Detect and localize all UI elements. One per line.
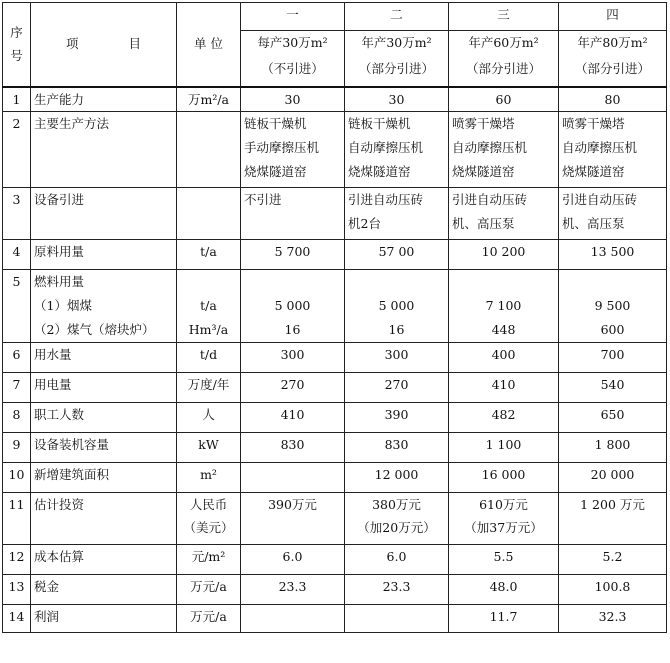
table-row [3, 270, 667, 342]
table-row [3, 112, 667, 188]
row-value: 1 100 [449, 432, 559, 462]
row-no: 7 [3, 372, 31, 402]
row-value: 540 [559, 372, 667, 402]
row-unit [177, 112, 241, 188]
row-no: 5 [3, 270, 31, 342]
row-value: 410 [241, 402, 345, 432]
row-item: 设备装机容量 [31, 432, 177, 462]
header-group-4: 四 [559, 3, 667, 31]
row-value: 650 [559, 402, 667, 432]
row-unit: t/a [177, 240, 241, 270]
row-unit: 万元/a [177, 574, 241, 604]
row-value: 13 500 [559, 240, 667, 270]
row-item: 燃料用量 （1）烟煤 （2）煤气（熔块炉） [31, 270, 177, 342]
row-value [241, 462, 345, 492]
table-row [3, 402, 667, 432]
row-no: 13 [3, 574, 31, 604]
row-no: 11 [3, 492, 31, 544]
row-item: 职工人数 [31, 402, 177, 432]
header-unit: 单 位 [177, 3, 241, 87]
row-value: 482 [449, 402, 559, 432]
row-value: 5 000 16 [241, 270, 345, 342]
header-import-2: （部分引进） [345, 57, 449, 87]
row-value: 链板干燥机 手动摩擦压机 烧煤隧道窑 [241, 112, 345, 188]
header-import-4: （部分引进） [559, 57, 667, 87]
row-value: 700 [559, 342, 667, 372]
header-capacity-2: 年产30万m² [345, 31, 449, 57]
row-value: 23.3 [345, 574, 449, 604]
header-group-2: 二 [345, 3, 449, 31]
row-no: 10 [3, 462, 31, 492]
row-item: 估计投资 [31, 492, 177, 544]
row-item: 用水量 [31, 342, 177, 372]
row-item: 税金 [31, 574, 177, 604]
row-value: 30 [241, 87, 345, 112]
row-value: 390万元 [241, 492, 345, 544]
row-unit: t/a Hm³/a [177, 270, 241, 342]
row-item: 用电量 [31, 372, 177, 402]
row-value: 7 100 448 [449, 270, 559, 342]
header-item: 项 目 [31, 3, 177, 87]
row-value: 喷雾干燥塔 自动摩擦压机 烧煤隧道窑 [559, 112, 667, 188]
header-capacity-4: 年产80万m² [559, 31, 667, 57]
row-no: 12 [3, 544, 31, 574]
table-row [3, 462, 667, 492]
table-row [3, 544, 667, 574]
row-value: 80 [559, 87, 667, 112]
header-import-1: （不引进） [241, 57, 345, 87]
row-value: 5 000 16 [345, 270, 449, 342]
row-value: 引进自动压砖 机、高压泵 [559, 188, 667, 240]
row-no: 4 [3, 240, 31, 270]
row-no: 14 [3, 604, 31, 632]
row-value: 6.0 [241, 544, 345, 574]
table-row [3, 604, 667, 632]
table-row [3, 432, 667, 462]
row-unit: 万元/a [177, 604, 241, 632]
header-capacity-3: 年产60万m² [449, 31, 559, 57]
row-no: 2 [3, 112, 31, 188]
row-item: 利润 [31, 604, 177, 632]
row-value: 410 [449, 372, 559, 402]
row-unit: 人民币 （美元） [177, 492, 241, 544]
row-no: 8 [3, 402, 31, 432]
row-value: 5 700 [241, 240, 345, 270]
table-row [3, 574, 667, 604]
table-header [3, 3, 667, 87]
row-value: 57 00 [345, 240, 449, 270]
row-value: 10 200 [449, 240, 559, 270]
row-value: 引进自动压砖 机、高压泵 [449, 188, 559, 240]
row-value: 390 [345, 402, 449, 432]
row-unit: 万m²/a [177, 87, 241, 112]
table-row [3, 87, 667, 112]
header-capacity-1: 每产30万m² [241, 31, 345, 57]
header-import-3: （部分引进） [449, 57, 559, 87]
row-value: 830 [345, 432, 449, 462]
row-value: 6.0 [345, 544, 449, 574]
row-value: 链板干燥机 自动摩擦压机 烧煤隧道窑 [345, 112, 449, 188]
row-value: 270 [345, 372, 449, 402]
header-group-1: 一 [241, 3, 345, 31]
row-value: 100.8 [559, 574, 667, 604]
row-unit: m² [177, 462, 241, 492]
row-item: 设备引进 [31, 188, 177, 240]
row-value: 30 [345, 87, 449, 112]
table-row [3, 188, 667, 240]
row-value: 1 200 万元 [559, 492, 667, 544]
row-unit [177, 188, 241, 240]
table-row [3, 342, 667, 372]
row-value [345, 604, 449, 632]
row-value: 9 500 600 [559, 270, 667, 342]
row-no: 1 [3, 87, 31, 112]
row-value: 32.3 [559, 604, 667, 632]
row-no: 9 [3, 432, 31, 462]
header-no: 序号 [3, 3, 31, 87]
row-item: 主要生产方法 [31, 112, 177, 188]
row-value: 引进自动压砖 机2台 [345, 188, 449, 240]
table-row [3, 240, 667, 270]
row-value: 20 000 [559, 462, 667, 492]
comparison-table [2, 2, 667, 633]
row-value: 48.0 [449, 574, 559, 604]
row-value: 60 [449, 87, 559, 112]
header-group-3: 三 [449, 3, 559, 31]
row-unit: t/d [177, 342, 241, 372]
table-row [3, 492, 667, 544]
row-item: 原料用量 [31, 240, 177, 270]
row-unit: kW [177, 432, 241, 462]
row-value: 300 [345, 342, 449, 372]
row-value: 5.2 [559, 544, 667, 574]
table-row [3, 372, 667, 402]
row-value: 300 [241, 342, 345, 372]
row-value: 不引进 [241, 188, 345, 240]
row-unit: 万度/年 [177, 372, 241, 402]
row-value: 5.5 [449, 544, 559, 574]
row-unit: 人 [177, 402, 241, 432]
row-value: 12 000 [345, 462, 449, 492]
row-value: 喷雾干燥塔 自动摩擦压机 烧煤隧道窑 [449, 112, 559, 188]
row-value: 16 000 [449, 462, 559, 492]
row-no: 3 [3, 188, 31, 240]
row-item: 生产能力 [31, 87, 177, 112]
row-value: 400 [449, 342, 559, 372]
row-value: 270 [241, 372, 345, 402]
row-item: 新增建筑面积 [31, 462, 177, 492]
row-value: 11.7 [449, 604, 559, 632]
row-value: 23.3 [241, 574, 345, 604]
row-value: 830 [241, 432, 345, 462]
row-value [241, 604, 345, 632]
row-unit: 元/m² [177, 544, 241, 574]
row-value: 380万元 （加20万元） [345, 492, 449, 544]
row-value: 1 800 [559, 432, 667, 462]
row-value: 610万元 （加37万元） [449, 492, 559, 544]
row-item: 成本估算 [31, 544, 177, 574]
row-no: 6 [3, 342, 31, 372]
